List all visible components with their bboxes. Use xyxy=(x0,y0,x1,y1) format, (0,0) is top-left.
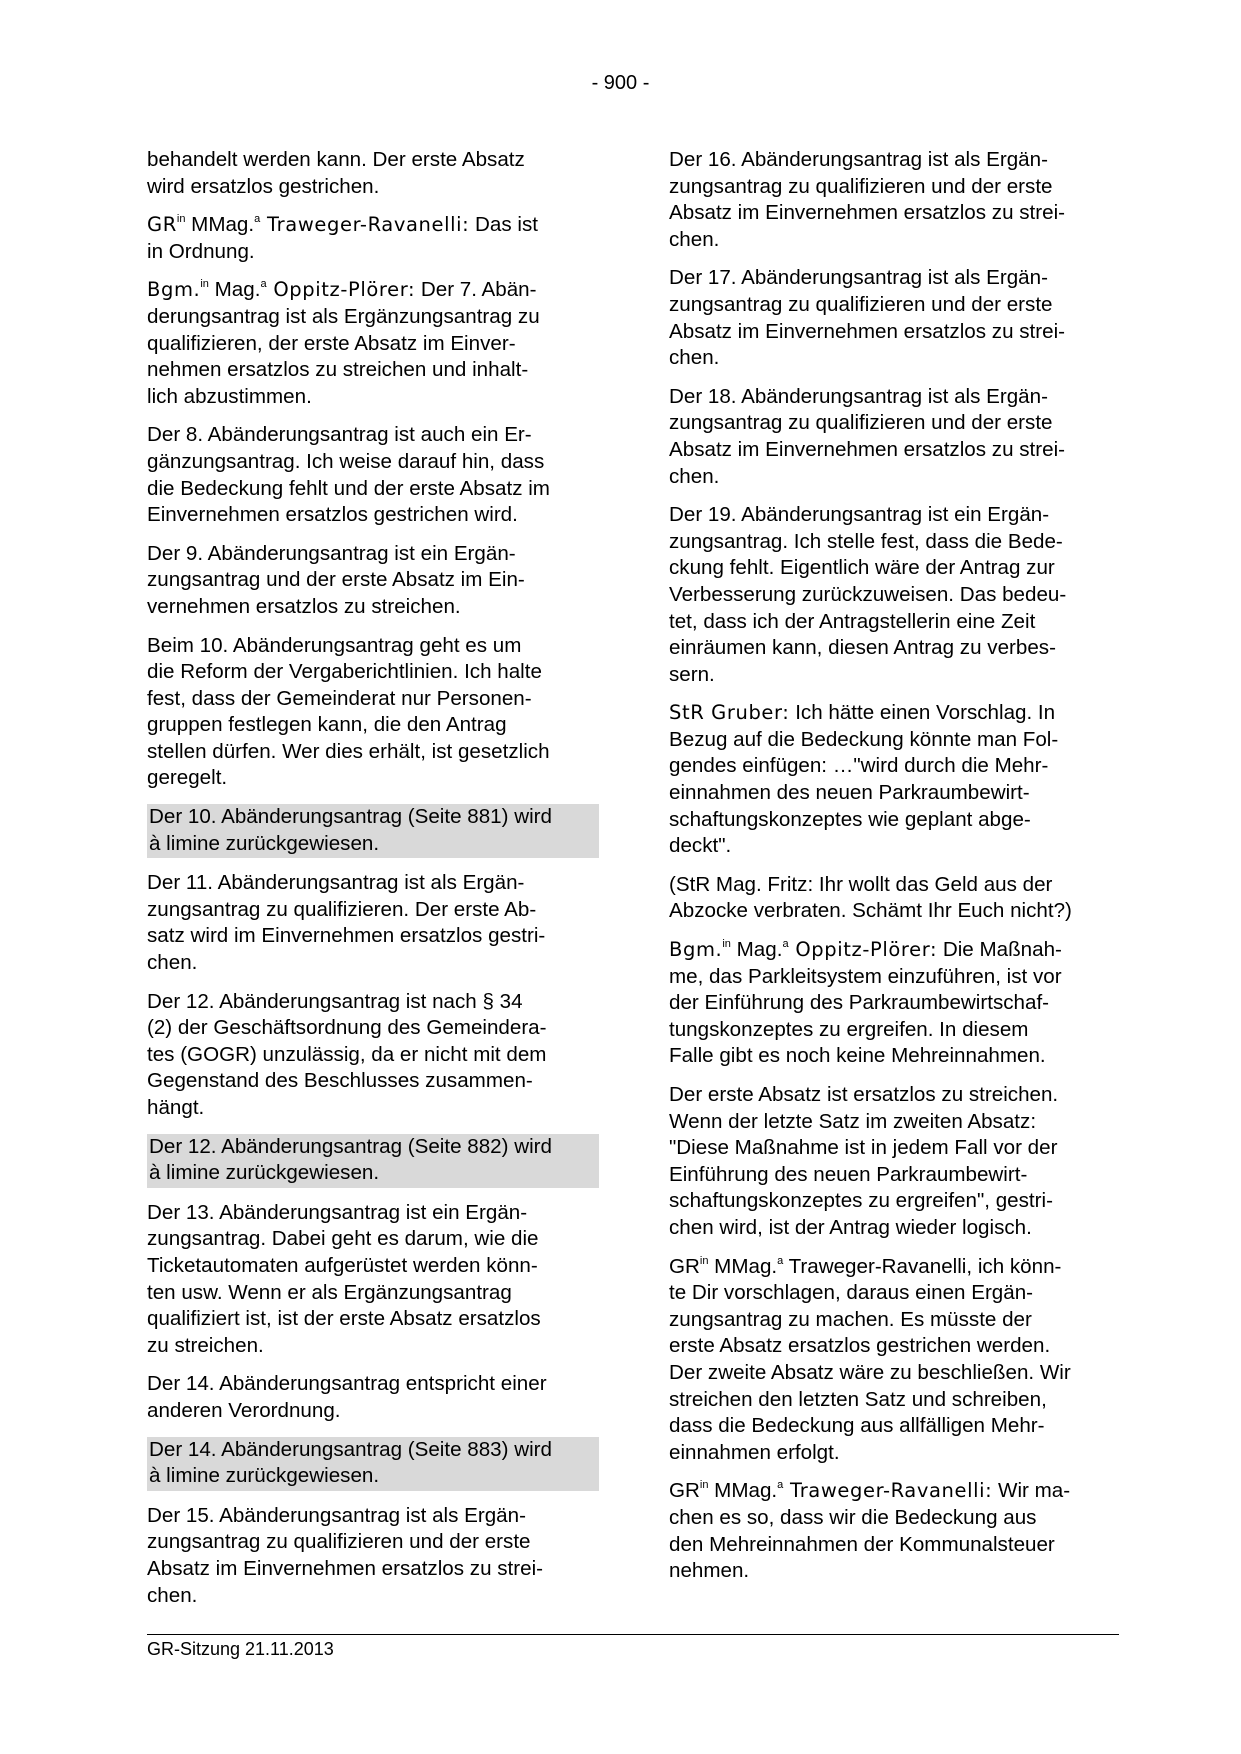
speaker-name: StR Gruber: xyxy=(669,701,790,725)
speaker-name: Oppitz-Plörer: xyxy=(788,938,938,962)
highlighted-resolution: Der 12. Abänderungsantrag (Seite 882) wird à limine zurückgewiesen. xyxy=(147,1134,599,1188)
speaker-paragraph xyxy=(669,937,1121,1070)
paragraph: Der 19. Abänderungsantrag ist ein Ergän- zungsantrag. Ich stelle fest, dass die Bede- ckung fehlt. Eigentlich wäre der Antrag zur Verbesserung zurückzuweisen. Das bedeu- tet, dass ich der Antragstellerin eine Zeit einräumen kann, diesen Antrag zu verbes- sern. xyxy=(669,503,1067,686)
interjection: (StR Mag. Fritz: Ihr wollt das Geld aus der Abzocke verbraten. Schämt Ihr Euch nicht?) xyxy=(669,872,1072,923)
speaker-title: MMag. xyxy=(185,213,255,237)
speech-text: Die Maßnah- me, das Parkleitsystem einzuführen, ist vor der Einführung des Parkraumbewirtschaf- tungskonzeptes zu ergreifen. In diesem Falle gibt es noch keine Mehreinnahmen. xyxy=(669,938,1062,1068)
speaker-name: Traweger-Ravanelli: xyxy=(260,213,470,237)
speech-text: Traweger-Ravanelli, ich könn- te Dir vorschlagen, daraus einen Ergän- zungsantrag zu machen. Es müsste der erste Absatz ersatzlos gestrichen werden. Der zweite Absatz wäre zu beschließen. Wir streichen den letzten Satz und schreiben, dass die Bedeckung aus allfälligen Mehr- einnahmen erfolgt. xyxy=(669,1254,1071,1464)
paragraph: Der 16. Abänderungsantrag ist als Ergän- zungsantrag zu qualifizieren und der erste Absatz im Einvernehmen ersatzlos zu strei- chen. xyxy=(669,148,1066,251)
paragraph: Der 9. Abänderungsantrag ist ein Ergän- zungsantrag und der erste Absatz im Ein- vernehmen ersatzlos zu streichen. xyxy=(147,541,525,618)
footer-divider xyxy=(147,1634,1119,1635)
speech-text: Der 7. Abän- derungsantrag ist als Ergänzungsantrag zu qualifizieren, der erste Absatz im Einver- nehmen ersatzlos zu streichen und inhalt- lich abzustimmen. xyxy=(147,278,540,408)
speaker-paragraph xyxy=(669,1478,1121,1584)
paragraph: Beim 10. Abänderungsantrag geht es um die Reform der Vergaberichtlinien. Ich halte fest, dass der Gemeinderat nur Personen- gruppen festlegen kann, die den Antrag stellen dürfen. Wer dies erhält, ist gesetzlich geregelt. xyxy=(147,633,550,790)
paragraph: Der 8. Abänderungsantrag ist auch ein Er- gänzungsantrag. Ich weise darauf hin, dass die Bedeckung fehlt und der erste Absatz im Einvernehmen ersatzlos gestrichen wird. xyxy=(147,423,550,527)
speaker-title: MMag. xyxy=(708,1479,778,1503)
paragraph: Der 18. Abänderungsantrag ist als Ergän- zungsantrag zu qualifizieren und der erste Absatz im Einvernehmen ersatzlos zu strei- chen. xyxy=(669,384,1066,488)
speaker-title: Mag. xyxy=(208,278,261,302)
page-number: - 900 - xyxy=(591,72,650,94)
speaker-title: MMag. xyxy=(708,1254,778,1278)
paragraph: Der 17. Abänderungsantrag ist als Ergän- zungsantrag zu qualifizieren und der erste Absatz im Einvernehmen ersatzlos zu strei- chen. xyxy=(669,266,1066,370)
speaker-paragraph xyxy=(147,277,599,410)
speech-text: Ich hätte einen Vorschlag. In Bezug auf die Bedeckung könnte man Fol- gendes einfügen: …"wird durch die Mehr- einnahmen des neuen Parkraumbewirt- schaftungskonzeptes wie geplant abge- deckt". xyxy=(669,701,1059,858)
speaker-role: Bgm. xyxy=(669,938,723,962)
superscript: in xyxy=(699,1254,709,1267)
superscript: a xyxy=(777,1254,784,1267)
speaker-paragraph xyxy=(669,700,1121,860)
highlighted-resolution: Der 10. Abänderungsantrag (Seite 881) wird à limine zurückgewiesen. xyxy=(147,804,599,858)
paragraph: Der 15. Abänderungsantrag ist als Ergän- zungsantrag zu qualifizieren und der erste Absatz im Einvernehmen ersatzlos zu strei- chen. xyxy=(147,1503,544,1607)
superscript: in xyxy=(176,213,186,226)
speech-text: Wir ma- chen es so, dass wir die Bedeckung aus den Mehreinnahmen der Kommunalsteuer nehmen. xyxy=(669,1479,1071,1583)
paragraph: Der erste Absatz ist ersatzlos zu streichen. Wenn der letzte Satz im zweiten Absatz: "Diese Maßnahme ist in jedem Fall vor der Einführung des neuen Parkraumbewirt- schaftungskonzeptes zu ergreifen", gestri- chen wird, ist der Antrag wieder logisch. xyxy=(669,1083,1059,1239)
paragraph: Der 13. Abänderungsantrag ist ein Ergän- zungsantrag. Dabei geht es darum, wie die Ticketautomaten aufgerüstet werden könn- ten usw. Wenn er als Ergänzungsantrag qualifiziert ist, ist der erste Absatz ersatzlos zu streichen. xyxy=(147,1200,541,1357)
paragraph: Der 12. Abänderungsantrag ist nach § 34 (2) der Geschäftsordnung des Gemeindera- tes (GOGR) unzulässig, da er nicht mit dem Gegenstand des Beschlusses zusammen- hängt. xyxy=(147,989,547,1119)
footer-session-date: GR-Sitzung 21.11.2013 xyxy=(147,1639,334,1659)
superscript: in xyxy=(722,938,731,951)
speaker-role: GR xyxy=(147,213,177,237)
right-column xyxy=(669,147,1121,1597)
speaker-name: Traweger-Ravanelli: xyxy=(783,1479,993,1503)
highlighted-resolution: Der 14. Abänderungsantrag (Seite 883) wird à limine zurückgewiesen. xyxy=(147,1437,599,1491)
speaker-role: GR xyxy=(669,1254,700,1278)
speaker-title: Mag. xyxy=(730,938,783,962)
superscript: a xyxy=(777,1479,784,1492)
speaker-role: GR xyxy=(669,1479,700,1503)
superscript: in xyxy=(699,1479,709,1492)
superscript: a xyxy=(254,213,261,226)
speaker-name: Oppitz-Plörer: xyxy=(266,278,416,302)
paragraph: behandelt werden kann. Der erste Absatz wird ersatzlos gestrichen. xyxy=(147,148,525,198)
speaker-paragraph xyxy=(147,212,599,265)
paragraph: Der 14. Abänderungsantrag entspricht einer anderen Verordnung. xyxy=(147,1372,547,1422)
left-column xyxy=(147,147,599,1621)
speaker-role: Bgm. xyxy=(147,278,201,302)
speaker-paragraph xyxy=(669,1254,1121,1467)
paragraph: Der 11. Abänderungsantrag ist als Ergän- zungsantrag zu qualifizieren. Der erste Ab- satz wird im Einvernehmen ersatzlos gestri- chen. xyxy=(147,871,546,975)
superscript: a xyxy=(260,278,267,291)
speech-text: Das ist in Ordnung. xyxy=(147,213,538,263)
superscript: in xyxy=(200,278,209,291)
superscript: a xyxy=(782,938,789,951)
